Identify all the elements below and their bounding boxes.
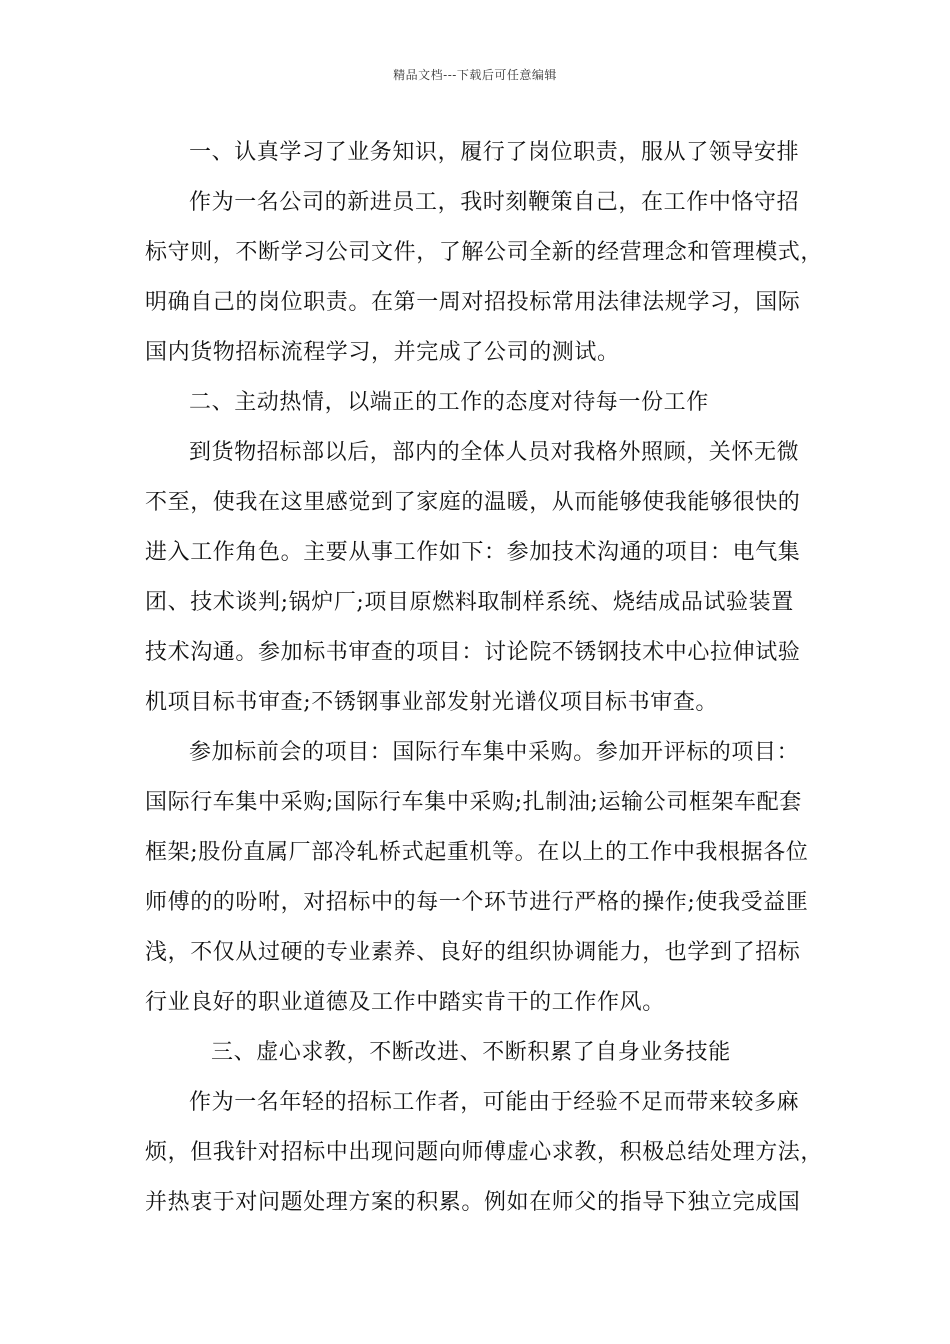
paragraph-line: 进入工作角色。主要从事工作如下：参加技术沟通的项目：电气集: [145, 540, 801, 565]
paragraph-line: 框架;股份直属厂部冷轧桥式起重机等。在以上的工作中我根据各位: [145, 840, 809, 865]
paragraph-line: 烦，但我针对招标中出现问题向师傅虚心求教，积极总结处理方法，: [145, 1140, 824, 1165]
paragraph-line: 机项目标书审查;不锈钢事业部发射光谱仪项目标书审查。: [145, 690, 719, 715]
section-heading-2: 二、主动热情，以端正的工作的态度对待每一份工作: [189, 390, 709, 415]
paragraph-line: 明确自己的岗位职责。在第一周对招投标常用法律法规学习，国际: [145, 290, 801, 315]
paragraph-line: 师傅的的吩咐，对招标中的每一个环节进行严格的操作;使我受益匪: [145, 890, 809, 915]
paragraph-line: 国内货物招标流程学习，并完成了公司的测试。: [145, 340, 620, 365]
paragraph-line: 浅，不仅从过硬的专业素养、良好的组织协调能力，也学到了招标: [145, 940, 801, 965]
paragraph-line: 作为一名年轻的招标工作者，可能由于经验不足而带来较多麻: [189, 1090, 800, 1115]
paragraph-line: 团、技术谈判;锅炉厂;项目原燃料取制样系统、烧结成品试验装置: [145, 590, 794, 615]
document-body: [145, 128, 825, 1228]
paragraph-line: 作为一名公司的新进员工，我时刻鞭策自己，在工作中恪守招: [189, 190, 800, 215]
section-heading-3: 三、虚心求教，不断改进、不断积累了自身业务技能: [211, 1040, 731, 1065]
page-header: 精品文档---下载后可任意编辑: [393, 68, 557, 82]
section-heading-1: 一、认真学习了业务知识，履行了岗位职责，服从了领导安排: [189, 140, 800, 165]
paragraph-line: 不至，使我在这里感觉到了家庭的温暖，从而能够使我能够很快的: [145, 490, 801, 515]
paragraph-line: 标守则，不断学习公司文件，了解公司全新的经营理念和管理模式，: [145, 240, 824, 265]
paragraph-line: 参加标前会的项目：国际行车集中采购。参加开评标的项目：: [189, 740, 800, 765]
paragraph-line: 技术沟通。参加标书审查的项目：讨论院不锈钢技术中心拉伸试验: [145, 640, 801, 665]
paragraph-line: 到货物招标部以后，部内的全体人员对我格外照顾，关怀无微: [189, 440, 800, 465]
paragraph-line: 国际行车集中采购;国际行车集中采购;扎制油;运输公司框架车配套: [145, 790, 802, 815]
paragraph-line: 并热衷于对问题处理方案的积累。例如在师父的指导下独立完成国: [145, 1190, 801, 1215]
paragraph-line: 行业良好的职业道德及工作中踏实肯干的工作作风。: [145, 990, 665, 1015]
